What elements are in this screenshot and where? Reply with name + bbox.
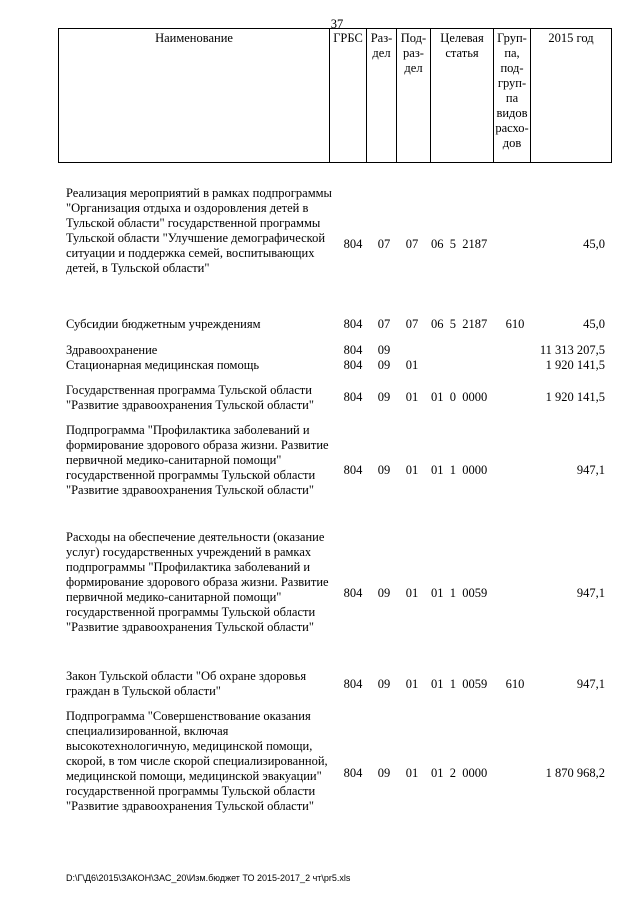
row-sum: 947,1 bbox=[576, 677, 605, 691]
row-grbs: 804 bbox=[343, 677, 363, 691]
row-expense-type: 610 bbox=[505, 317, 525, 331]
row-razdel: 09 bbox=[377, 358, 391, 372]
row-name: Стационарная медицинская помощь bbox=[66, 358, 260, 372]
row-razdel: 09 bbox=[377, 390, 391, 404]
row-sum: 1 920 141,5 bbox=[545, 358, 605, 372]
page-number: 37 bbox=[330, 17, 344, 31]
row-razdel: 09 bbox=[377, 463, 391, 477]
row-name: Закон Тульской области "Об охране здоровья граждан в Тульской области" bbox=[66, 669, 307, 698]
row-grbs: 804 bbox=[343, 237, 363, 251]
row-target-article: 06 5 2187 bbox=[431, 237, 488, 251]
row-name: Подпрограмма "Совершенствование оказания специализированной, включая высокотехнологичную, медицинской помощи, скорой, в том числе скорой специализированной, медицинской помощи, медицинской эвакуации" государственной программы Тульской области "Развитие здравоохранения Тульской области" bbox=[66, 709, 328, 813]
row-target-article: 06 5 2187 bbox=[431, 317, 488, 331]
row-razdel: 09 bbox=[377, 343, 391, 357]
row-expense-type: 610 bbox=[505, 677, 525, 691]
row-razdel: 09 bbox=[377, 766, 391, 780]
row-podrazdel: 01 bbox=[405, 586, 419, 600]
header-name: Наименование bbox=[59, 29, 330, 163]
row-sum: 1 920 141,5 bbox=[545, 390, 605, 404]
row-name: Государственная программа Тульской области "Развитие здравоохранения Тульской области" bbox=[66, 383, 314, 412]
row-name: Субсидии бюджетным учреждениям bbox=[66, 317, 261, 331]
row-target-article: 01 0 0000 bbox=[431, 390, 488, 404]
row-sum: 45,0 bbox=[583, 317, 605, 331]
row-podrazdel: 07 bbox=[405, 237, 419, 251]
row-razdel: 09 bbox=[377, 586, 391, 600]
header-target-article: Целевая статья bbox=[431, 29, 494, 163]
header-grbs: ГРБС bbox=[330, 29, 367, 163]
header-expense-type: Груп- па, под- груп- па видов расхо- дов bbox=[494, 29, 531, 163]
header-podrazdel: Под- раз- дел bbox=[397, 29, 431, 163]
header-razdel: Раз- дел bbox=[367, 29, 397, 163]
row-sum: 11 313 207,5 bbox=[539, 343, 605, 357]
row-podrazdel: 01 bbox=[405, 390, 419, 404]
row-sum: 45,0 bbox=[583, 237, 605, 251]
row-sum: 947,1 bbox=[576, 586, 605, 600]
row-razdel: 07 bbox=[377, 317, 391, 331]
row-target-article: 01 1 0000 bbox=[431, 463, 488, 477]
row-sum: 947,1 bbox=[576, 463, 605, 477]
row-sum: 1 870 968,2 bbox=[545, 766, 605, 780]
row-podrazdel: 01 bbox=[405, 463, 419, 477]
row-podrazdel: 01 bbox=[405, 766, 419, 780]
row-grbs: 804 bbox=[343, 766, 363, 780]
row-name: Здравоохранение bbox=[66, 343, 158, 357]
row-target-article: 01 2 0000 bbox=[431, 766, 488, 780]
row-razdel: 09 bbox=[377, 677, 391, 691]
row-target-article: 01 1 0059 bbox=[431, 677, 488, 691]
row-name: Подпрограмма "Профилактика заболеваний и формирование здорового образа жизни. Развитие первичной медико-санитарной помощи" государственной программы Тульской области "Развитие здравоохранения Тульской области" bbox=[66, 423, 329, 497]
row-target-article: 01 1 0059 bbox=[431, 586, 488, 600]
row-name: Расходы на обеспечение деятельности (оказание услуг) государственных учреждений в рамках подпрограммы "Профилактика заболеваний и формирование здорового образа жизни. Развитие первичной медико-санитарной помощи" государственной программы Тульской области "Развитие здравоохранения Тульской области" bbox=[66, 530, 329, 634]
row-podrazdel: 07 bbox=[405, 317, 419, 331]
row-podrazdel: 01 bbox=[405, 358, 419, 372]
row-razdel: 07 bbox=[377, 237, 391, 251]
row-grbs: 804 bbox=[343, 586, 363, 600]
header-year-2015: 2015 год bbox=[531, 29, 612, 163]
row-name: Реализация мероприятий в рамках подпрограммы "Организация отдыха и оздоровления детей в Тульской области" государственной программы Тульской области "Улучшение демографической ситуации и поддержка семей, воспитывающих детей, в Тульской области" bbox=[66, 186, 332, 275]
row-grbs: 804 bbox=[343, 317, 363, 331]
row-grbs: 804 bbox=[343, 390, 363, 404]
row-grbs: 804 bbox=[343, 358, 363, 372]
row-grbs: 804 bbox=[343, 463, 363, 477]
row-podrazdel: 01 bbox=[405, 677, 419, 691]
row-grbs: 804 bbox=[343, 343, 363, 357]
table-header bbox=[58, 28, 612, 163]
file-path-footer: D:\Г\Д6\2015\ЗАКОН\ЗАС_20\Изм.бюджет ТО 2015-2017_2 чт\pr5.xls bbox=[66, 873, 351, 883]
